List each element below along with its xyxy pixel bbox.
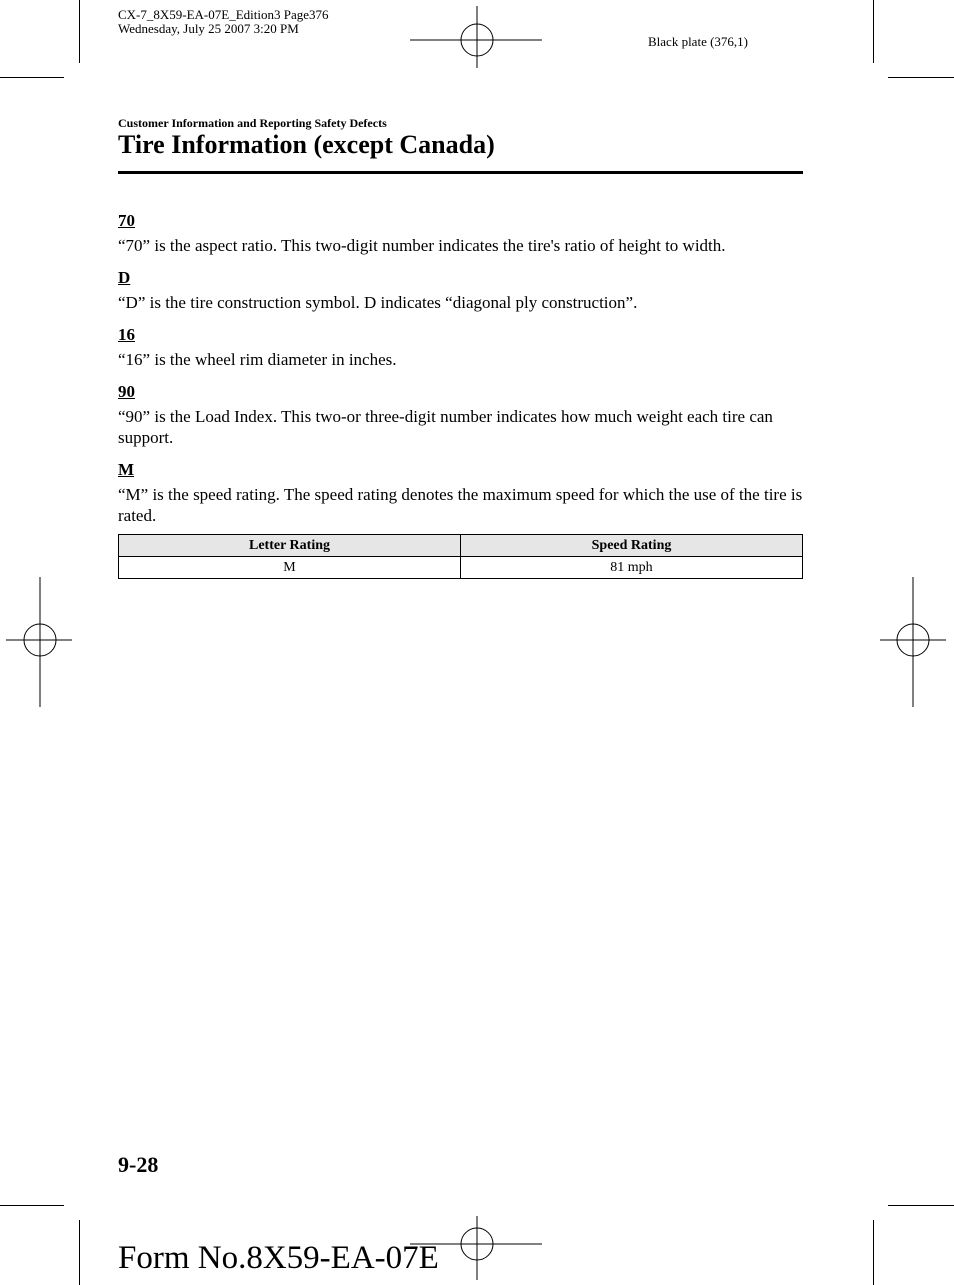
desc-speed-rating: “M” is the speed rating. The speed rating denotes the maximum speed for which the use of the tire is rated. — [118, 485, 803, 525]
crop-mark — [888, 1205, 954, 1206]
term-aspect-ratio: 70 — [118, 211, 135, 230]
term-rim-diameter: 16 — [118, 325, 135, 344]
term-speed-rating: M — [118, 460, 135, 479]
table-row — [119, 557, 803, 579]
crop-mark — [79, 0, 80, 63]
form-number: Form No.8X59-EA-07E — [118, 1240, 439, 1276]
cell-speed: 81 mph — [461, 557, 803, 579]
page-title: Tire Information (except Canada) — [118, 130, 495, 159]
term-load-index: 90 — [118, 382, 135, 401]
desc-construction: “D” is the tire construction symbol. D indicates “diagonal ply construction”. — [118, 293, 638, 312]
print-header — [118, 8, 329, 36]
crop-mark — [873, 1220, 874, 1285]
print-header-date: Wednesday, July 25 2007 3:20 PM — [118, 21, 299, 36]
crop-mark — [888, 77, 954, 78]
section-label: Customer Information and Reporting Safety Defects — [118, 116, 387, 130]
registration-mark-top — [410, 6, 542, 68]
registration-mark-right — [880, 577, 946, 707]
crop-mark — [79, 1220, 80, 1285]
title-rule — [118, 171, 803, 174]
desc-rim-diameter: “16” is the wheel rim diameter in inches. — [118, 350, 397, 369]
content — [118, 210, 803, 579]
print-header-file: CX-7_8X59-EA-07E_Edition3 Page376 — [118, 7, 329, 22]
crop-mark — [0, 77, 64, 78]
speed-rating-table — [118, 534, 803, 579]
table-header-row — [119, 535, 803, 557]
header-speed-rating: Speed Rating — [461, 535, 803, 557]
crop-mark — [873, 0, 874, 63]
crop-mark — [0, 1205, 64, 1206]
page-number: 9-28 — [118, 1152, 159, 1177]
header-letter-rating: Letter Rating — [119, 535, 461, 557]
plate-label: Black plate (376,1) — [648, 34, 748, 49]
cell-letter: M — [119, 557, 461, 579]
desc-load-index: “90” is the Load Index. This two-or three-digit number indicates how much weight each tire can support. — [118, 407, 773, 447]
desc-aspect-ratio: “70” is the aspect ratio. This two-digit number indicates the tire's ratio of height to width. — [118, 236, 726, 255]
registration-mark-left — [6, 577, 72, 707]
term-construction: D — [118, 268, 131, 287]
